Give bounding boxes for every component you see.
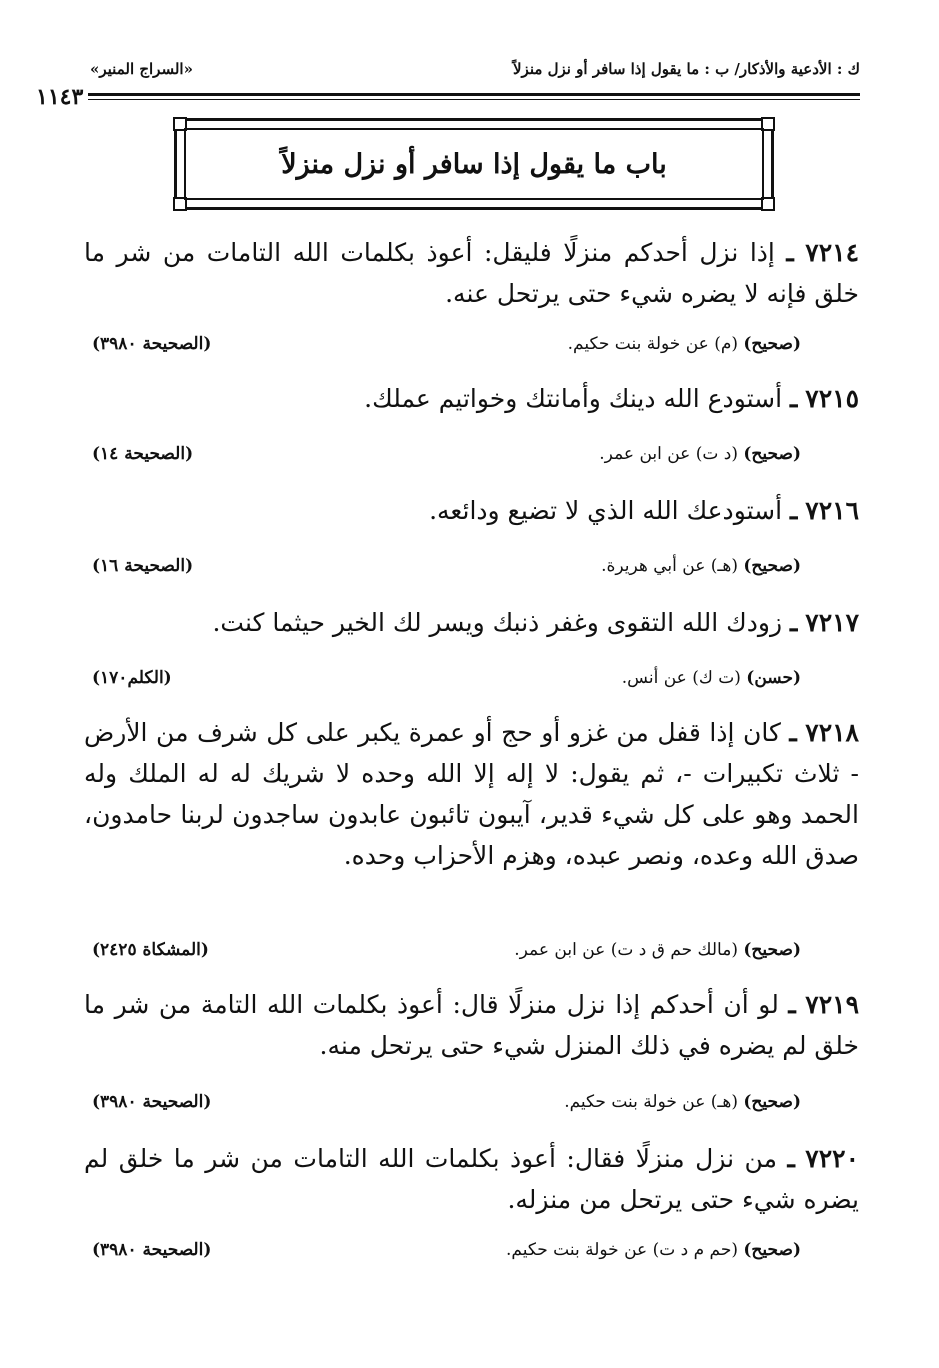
hadith-attribution: (م) عن خولة بنت حكيم. bbox=[567, 334, 738, 354]
source-main bbox=[568, 334, 801, 354]
source-main bbox=[514, 940, 801, 960]
hadith-attribution: (د ت) عن ابن عمر. bbox=[599, 444, 738, 464]
hadith-text: أستودعك الله الذي لا تضيع ودائعه. bbox=[429, 496, 783, 525]
hadith-separator: ـ bbox=[787, 1144, 795, 1173]
hadith-number: ٧٢١٦ bbox=[805, 496, 859, 525]
hadith-grade: (حسن) bbox=[746, 668, 801, 688]
hadith-entry bbox=[84, 602, 859, 643]
running-header bbox=[78, 58, 860, 88]
hadith-text: لو أن أحدكم إذا نزل منزلًا قال: أعوذ بكلمات الله التامة من شر ما خلق لم يضره في ذلك المنزل شيء حتى يرتحل منه. bbox=[84, 990, 859, 1060]
book-name: «السراج المنير» bbox=[90, 60, 193, 78]
hadith-source bbox=[92, 444, 801, 474]
source-main bbox=[564, 1092, 801, 1112]
hadith-source bbox=[92, 1240, 801, 1270]
hadith-reference: (الصحيحة ١٦) bbox=[92, 556, 194, 576]
hadith-attribution: (هـ) عن خولة بنت حكيم. bbox=[564, 1092, 738, 1112]
hadith-source bbox=[92, 334, 801, 364]
hadith-text: زودك الله التقوى وغفر ذنبك ويسر لك الخير حيثما كنت. bbox=[212, 608, 783, 637]
hadith-text: كان إذا قفل من غزو أو حج أو عمرة يكبر على كل شرف من الأرض - ثلاث تكبيرات -، ثم يقول: لا إله إلا الله وحده لا شريك له له الملك وله الحمد وهو على كل شيء قدير، آيبون تائبون عابدون ساجدون لربنا حامدون، صدق الله وعده، ونصر عبده، وهزم الأحزاب وحده. bbox=[84, 718, 859, 870]
header-rule-thick bbox=[88, 93, 860, 96]
hadith-number: ٧٢١٥ bbox=[805, 384, 859, 413]
source-main bbox=[506, 1240, 801, 1260]
chapter-title: باب ما يقول إذا سافر أو نزل منزلاً bbox=[281, 148, 667, 180]
hadith-number: ٧٢١٧ bbox=[805, 608, 859, 637]
page-number: ١١٤٣ bbox=[36, 84, 84, 110]
hadith-number: ٧٢١٨ bbox=[805, 718, 859, 747]
hadith-entry bbox=[84, 1138, 859, 1220]
hadith-separator: ـ bbox=[786, 238, 794, 267]
hadith-separator: ـ bbox=[790, 384, 798, 413]
hadith-entry bbox=[84, 490, 859, 531]
source-main bbox=[622, 668, 801, 688]
hadith-separator: ـ bbox=[788, 990, 796, 1019]
source-main bbox=[601, 556, 801, 576]
hadith-reference: (الصحيحة ٣٩٨٠) bbox=[92, 1092, 212, 1112]
hadith-entry bbox=[84, 378, 859, 419]
hadith-number: ٧٢١٤ bbox=[805, 238, 860, 267]
hadith-text: أستودع الله دينك وأمانتك وخواتيم عملك. bbox=[364, 384, 783, 413]
hadith-entry bbox=[84, 712, 859, 876]
hadith-reference: (الكلم١٧٠) bbox=[92, 668, 172, 688]
hadith-text: إذا نزل أحدكم منزلًا فليقل: أعوذ بكلمات الله التامات من شر ما خلق فإنه لا يضره شيء حتى يرتحل عنه. bbox=[84, 238, 859, 308]
hadith-text: من نزل منزلًا فقال: أعوذ بكلمات الله التامات من شر ما خلق لم يضره شيء حتى يرتحل من منزله. bbox=[84, 1144, 859, 1214]
hadith-reference: (المشكاة ٢٤٢٥) bbox=[92, 940, 209, 960]
hadith-grade: (صحيح) bbox=[743, 940, 801, 960]
hadith-source bbox=[92, 668, 801, 698]
hadith-reference: (الصحيحة ٣٩٨٠) bbox=[92, 334, 212, 354]
hadith-grade: (صحيح) bbox=[743, 1240, 801, 1260]
hadith-grade: (صحيح) bbox=[743, 334, 801, 354]
hadith-source bbox=[92, 1092, 801, 1122]
hadith-reference: (الصحيحة ١٤) bbox=[92, 444, 194, 464]
hadith-attribution: (حم م د ت) عن خولة بنت حكيم. bbox=[506, 1240, 738, 1260]
hadith-number: ٧٢٢٠ bbox=[805, 1144, 859, 1173]
source-main bbox=[599, 444, 801, 464]
hadith-grade: (صحيح) bbox=[743, 556, 801, 576]
hadith-separator: ـ bbox=[790, 608, 798, 637]
hadith-grade: (صحيح) bbox=[743, 444, 801, 464]
header-rule-thin bbox=[88, 99, 860, 100]
chapter-title-frame bbox=[174, 118, 774, 210]
hadith-attribution: (هـ) عن أبي هريرة. bbox=[601, 556, 738, 576]
hadith-source bbox=[92, 940, 801, 970]
hadith-grade: (صحيح) bbox=[743, 1092, 801, 1112]
hadith-reference: (الصحيحة ٣٩٨٠) bbox=[92, 1240, 212, 1260]
hadith-separator: ـ bbox=[790, 496, 798, 525]
hadith-attribution: (مالك حم ق د ت) عن ابن عمر. bbox=[514, 940, 738, 960]
chapter-title-inner-frame bbox=[184, 128, 764, 200]
hadith-number: ٧٢١٩ bbox=[805, 990, 860, 1019]
hadith-entry bbox=[84, 984, 859, 1066]
hadith-entry bbox=[84, 232, 859, 314]
hadith-separator: ـ bbox=[789, 718, 797, 747]
hadith-source bbox=[92, 556, 801, 586]
chapter-reference: ك : الأدعية والأذكار/ ب : ما يقول إذا سافر أو نزل منزلاً bbox=[513, 60, 860, 78]
hadith-attribution: (ت ك) عن أنس. bbox=[621, 668, 741, 688]
